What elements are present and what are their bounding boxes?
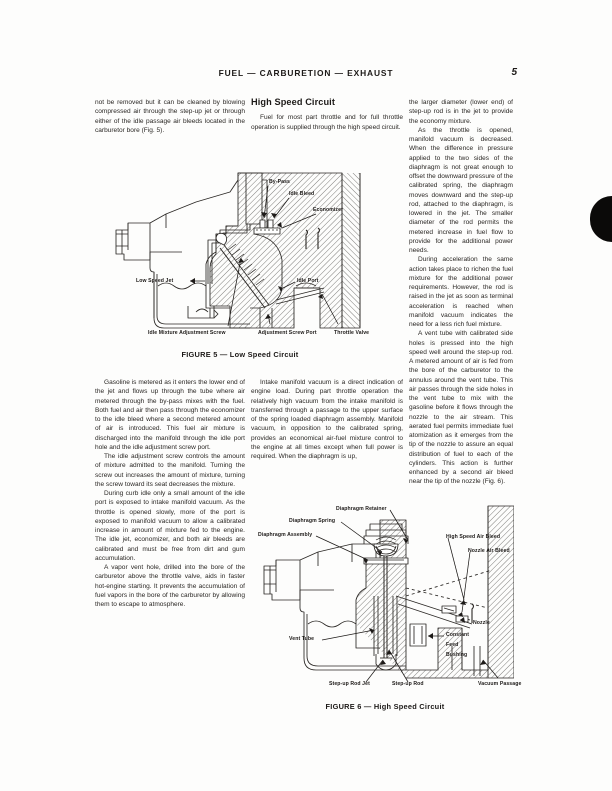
figure-5-label-adjustment-screw-port: Adjustment Screw Port	[258, 330, 317, 336]
figure-6-label-feed: Feed	[446, 642, 459, 648]
figure-5-label-idle-bleed: Idle Bleed	[289, 191, 315, 197]
figure-5-low-speed-circuit	[110, 168, 370, 364]
paragraph: Fuel for most part throttle and for full throttle operation is supplied through the high speed circuit.	[251, 114, 403, 131]
paragraph: Intake manifold vacuum is a direct indication of engine load. During part throttle operation the relatively high vacuum from the intake manifold is transferred through a passage to the upper surface of the spring loaded diaphragm assembly. Manifold vacuum, in opposition to the calibrated spring, provides an economical air-fuel mixture control to the engine at all times except when full power is required. When the diaphragm is up,	[251, 379, 403, 460]
page-number: 5	[511, 67, 517, 78]
figure-6-label-step-up-rod: Step-up Rod	[392, 681, 424, 687]
column-middle-bottom	[251, 378, 403, 461]
figure-5-drawing	[110, 168, 370, 346]
running-head-title: FUEL — CARBURETION — EXHAUST	[218, 68, 394, 78]
figure-5-caption: FIGURE 5 — Low Speed Circuit	[181, 350, 299, 359]
figure-6-label-diaphragm-retainer: Diaphragm Retainer	[336, 506, 387, 512]
figure-5-label-low-speed-jet: Low Speed Jet	[136, 278, 174, 284]
figure-5-label-idle-mixture-adjustment-screw: Idle Mixture Adjustment Screw	[148, 330, 226, 336]
figure-5-label-by-pass: By-Pass	[269, 179, 290, 185]
figure-6-caption: FIGURE 6 — High Speed Circuit	[325, 702, 445, 711]
column-left-bottom	[95, 378, 245, 609]
figure-6-label-diaphragm-spring: Diaphragm Spring	[289, 518, 336, 524]
figure-6-high-speed-circuit	[256, 500, 522, 716]
section-heading-high-speed-circuit: High Speed Circuit	[251, 97, 335, 107]
column-left-top	[95, 98, 245, 135]
thumb-index-tab	[590, 196, 612, 242]
paragraph: not be removed but it can be cleaned by blowing compressed air through the step-up jet or through either of the idle passage air bleeds located in the carburetor bore (Fig. 5).	[95, 99, 245, 134]
running-head	[0, 68, 612, 86]
figure-6-label-nozzle-air-bleed: Nozzle Air Bleed	[468, 548, 510, 554]
figure-6-label-diaphragm-assembly: Diaphragm Assembly	[258, 532, 313, 538]
figure-6-label-step-up-rod-jet: Step-up Rod Jet	[329, 681, 370, 687]
paragraph: During curb idle only a small amount of the idle port is exposed to intake manifold vacuum. As the throttle is opened slowly, more of the port is exposed to manifold vacuum to allow a calibrated increase in amount of mixture fed to the engine. The idle jet, economizer, and both air bleeds are calibrated and must be free from dirt and gum accumulation.	[95, 490, 245, 562]
column-right	[409, 98, 513, 487]
paragraph: A vent tube with calibrated side holes is pressed into the high speed well around the step-up rod. A metered amount of air is fed from the bore of the carburetor to the annulus around the vent tube. This air passes through the side holes in the vent tube to mix with the gasoline before it flows through the nozzle to the air stream. This aerated fuel permits immediate fuel atomization as it emerges from the tip of the nozzle to assure an equal distribution of fuel to each of the cylinders. This action is further enhanced by a second air bleed near the tip of the nozzle (Fig. 6).	[409, 330, 513, 486]
paragraph: During acceleration the same action takes place to richen the fuel mixture for the additional power requirements. However, the rod is raised in the jet as soon as terminal acceleration is reached when manifold vacuum indicates the need for a less rich fuel mixture.	[409, 256, 513, 328]
column-middle-top	[251, 98, 403, 132]
figure-6-label-constant: Constant	[446, 632, 470, 638]
figure-5-label-idle-port: Idle Port	[297, 278, 319, 284]
figure-6-drawing	[256, 500, 514, 700]
figure-5-label-throttle-valve: Throttle Valve	[334, 330, 370, 336]
figure-6-label-bushing: Bushing	[446, 652, 468, 658]
paragraph: The idle adjustment screw controls the amount of mixture admitted to the manifold. Turning the screw out increases the amount of mixture, turning the screw toward its seat decreases the mixture.	[95, 453, 245, 488]
figure-6-label-nozzle: Nozzle	[473, 620, 490, 626]
figure-6-label-vacuum-passage: Vacuum Passage	[478, 681, 522, 687]
figure-6-label-vent-tube: Vent Tube	[289, 636, 315, 642]
paragraph: the larger diameter (lower end) of step-up rod is in the jet to provide the economy mixture.	[409, 99, 513, 125]
figure-6-label-high-speed-air-bleed: High Speed Air Bleed	[446, 534, 501, 540]
paragraph: Gasoline is metered as it enters the lower end of the jet and flows up through the tube where air metered through the by-pass mixes with the fuel. Both fuel and air then pass through the economizer to the idle bleed where a second metered amount of air is introduced. This fuel air mixture is discharged into the manifold through the idle port hole and the idle adjustment screw port.	[95, 379, 245, 451]
paragraph: As the throttle is opened, manifold vacuum is decreased. When the difference in pressure applied to the two sides of the diaphragm is not great enough to offset the downward pressure of the calibrated spring, the diaphragm moves downward and the step-up rod, attached to the diaphragm, is lowered in the jet. The smaller diameter of the rod permits the metered increase in fuel flow to provide for the additional power needs.	[409, 126, 513, 254]
figure-5-label-economizer: Economizer	[313, 207, 344, 213]
paragraph: A vapor vent hole, drilled into the bore of the carburetor above the throttle valve, aids in faster hot-engine starting. It prevents the accumulation of fuel vapors in the bore of the carburetor by allowing them to escape to atmosphere.	[95, 564, 245, 608]
